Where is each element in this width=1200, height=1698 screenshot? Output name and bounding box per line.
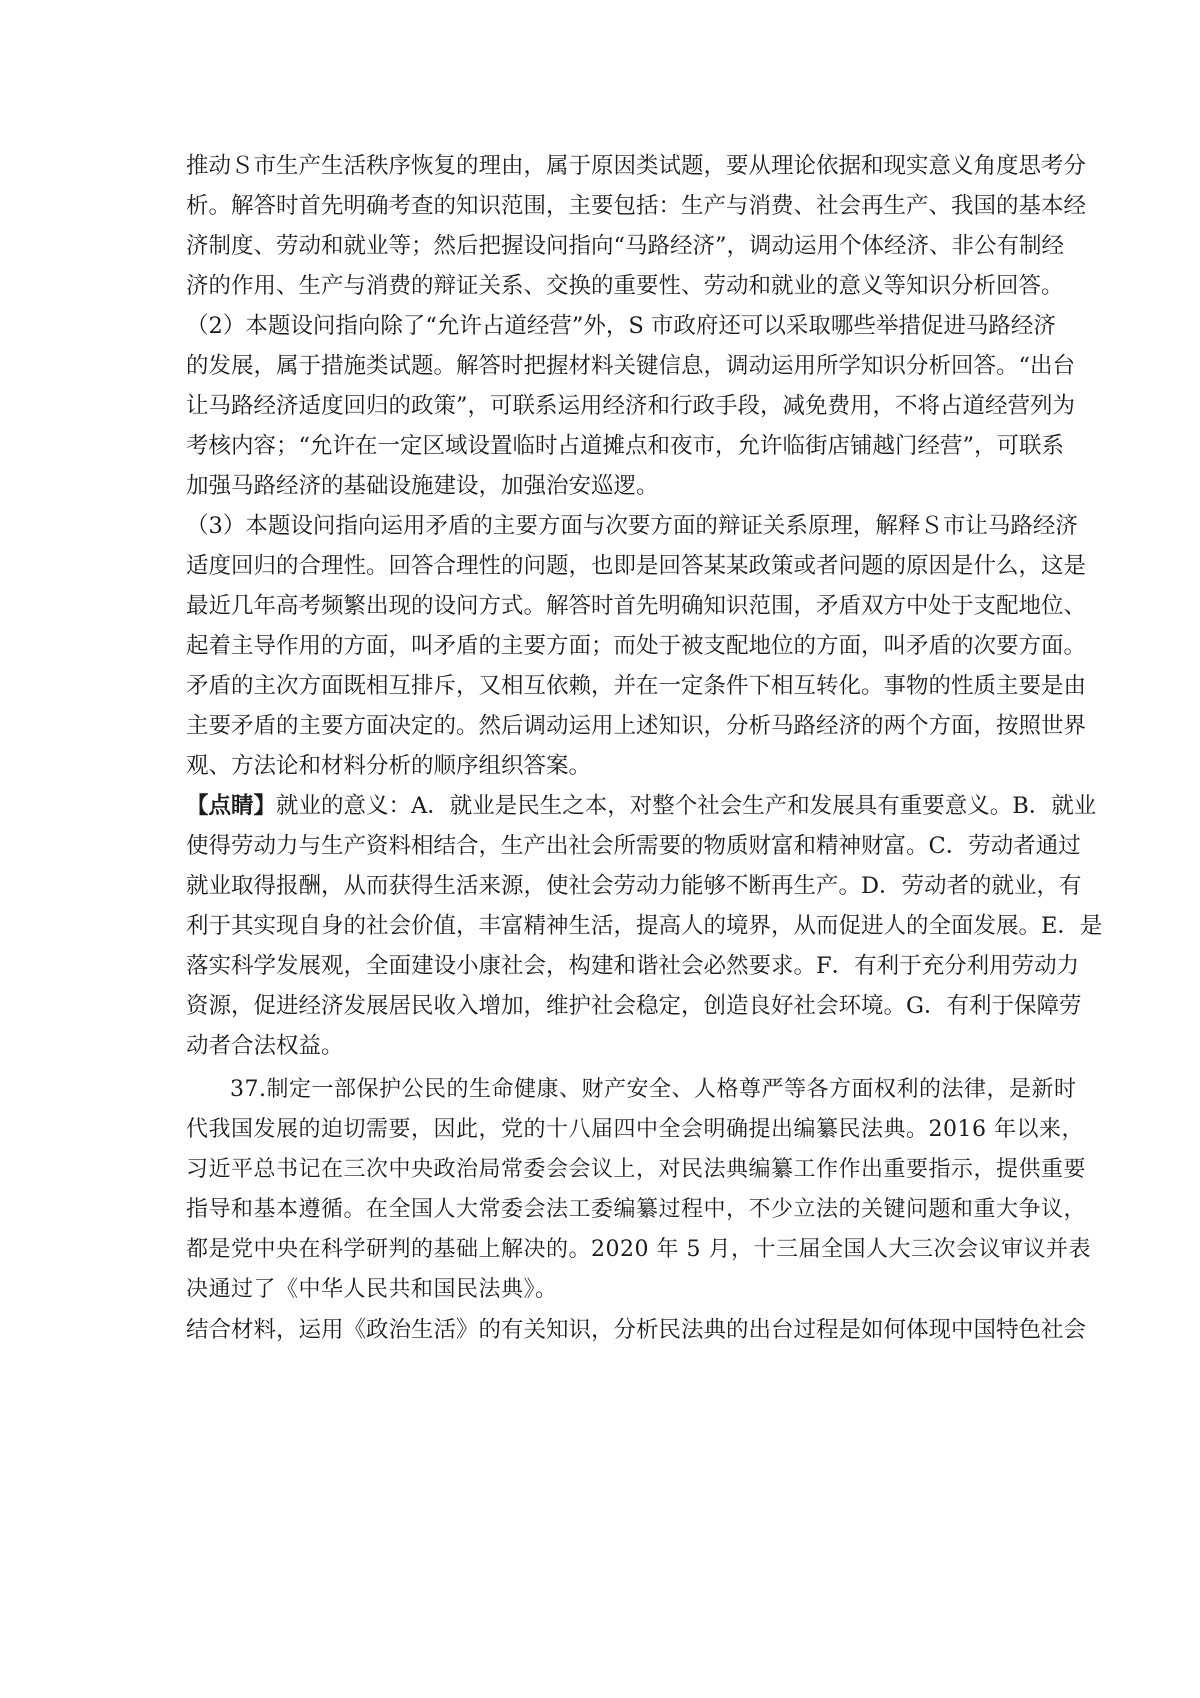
text-line: 落实科学发展观，全面建设小康社会，构建和谐社会必然要求。F．有利于充分利用劳动力 bbox=[186, 953, 1080, 979]
text-line: 考核内容；“允许在一定区域设置临时占道摊点和夜市，允许临街店铺越门经营”，可联系 bbox=[186, 433, 1065, 459]
text-line: 决通过了《中华人民共和国民法典》。 bbox=[186, 1277, 558, 1302]
text-line: 都是党中央在科学研判的基础上解决的。2020 年 5 月，十三届全国人大三次会议审议并表 bbox=[186, 1237, 1091, 1262]
text-line: 观、方法论和材料分析的顺序组织答案。 bbox=[186, 753, 592, 779]
analysis-part-1 bbox=[186, 146, 1087, 306]
dianjing-section bbox=[186, 786, 1103, 1066]
document-page bbox=[186, 146, 1103, 1350]
text-line: 起着主导作用的方面，叫矛盾的主要方面；而处于被支配地位的方面，叫矛盾的次要方面。 bbox=[186, 633, 1087, 659]
text-line: 动者合法权益。 bbox=[186, 1033, 344, 1059]
text-line: 的发展，属于措施类试题。解答时把握材料关键信息，调动运用所学知识分析回答。“出台 bbox=[186, 353, 1076, 379]
text-line: 加强马路经济的基础设施建设，加强治安巡逻。 bbox=[186, 473, 659, 499]
text-line: 济制度、劳动和就业等；然后把握设问指向“马路经济”，调动运用个体经济、非公有制经 bbox=[186, 233, 1065, 259]
text-line: 结合材料，运用《政治生活》的有关知识，分析民法典的出台过程是如何体现中国特色社会 bbox=[186, 1317, 1087, 1343]
text-line: 37.制定一部保护公民的生命健康、财产安全、人格尊严等各方面权利的法律，是新时 bbox=[230, 1077, 1077, 1102]
dianjing-label: 【点睛】 bbox=[186, 793, 277, 819]
text-line: 主要矛盾的主要方面决定的。然后调动运用上述知识，分析马路经济的两个方面，按照世界 bbox=[186, 713, 1087, 739]
text-line: 适度回归的合理性。回答合理性的问题，也即是回答某某政策或者问题的原因是什么，这是 bbox=[186, 553, 1087, 579]
text-line: 推动Ｓ市生产生活秩序恢复的理由，属于原因类试题，要从理论依据和现实意义角度思考分 bbox=[186, 153, 1087, 179]
text-line: 矛盾的主次方面既相互排斥，又相互依赖，并在一定条件下相互转化。事物的性质主要是由 bbox=[186, 673, 1087, 699]
text-line: 习近平总书记在三次中央政治局常委会会议上，对民法典编纂工作作出重要指示，提供重要 bbox=[186, 1157, 1087, 1182]
text-line: 资源，促进经济发展居民收入增加，维护社会稳定，创造良好社会环境。G．有利于保障劳 bbox=[186, 993, 1082, 1019]
text-line: 使得劳动力与生产资料相结合，生产出社会所需要的物质财富和精神财富。C．劳动者通过 bbox=[186, 833, 1081, 859]
question-37 bbox=[186, 1070, 1091, 1310]
text-line: （2）本题设问指向除了“允许占道经营”外，S 市政府还可以采取哪些举措促进马路经济 bbox=[186, 313, 1056, 339]
text-line: 析。解答时首先明确考查的知识范围，主要包括：生产与消费、社会再生产、我国的基本经 bbox=[186, 193, 1087, 219]
analysis-part-2 bbox=[186, 306, 1076, 506]
text-line: 代我国发展的迫切需要，因此，党的十八届四中全会明确提出编纂民法典。2016 年以来， bbox=[186, 1117, 1084, 1142]
text-line bbox=[186, 786, 1097, 826]
text-line: 让马路经济适度回归的政策”，可联系运用经济和行政手段，减免费用，不将占道经营列为 bbox=[186, 393, 1076, 419]
text-line: （3）本题设问指向运用矛盾的主要方面与次要方面的辩证关系原理，解释Ｓ市让马路经济 bbox=[186, 513, 1078, 539]
text-line: 最近几年高考频繁出现的设问方式。解答时首先明确知识范围，矛盾双方中处于支配地位、 bbox=[186, 593, 1087, 619]
text-line: 指导和基本遵循。在全国人大常委会法工委编纂过程中，不少立法的关键问题和重大争议， bbox=[186, 1197, 1087, 1222]
text-line: 利于其实现自身的社会价值，丰富精神生活，提高人的境界，从而促进人的全面发展。E．是 bbox=[186, 913, 1103, 939]
text-line: 济的作用、生产与消费的辩证关系、交换的重要性、劳动和就业的意义等知识分析回答。 bbox=[186, 273, 1064, 299]
analysis-part-3 bbox=[186, 506, 1087, 786]
text-line: 就业取得报酬，从而获得生活来源，使社会劳动力能够不断再生产。D．劳动者的就业，有 bbox=[186, 873, 1082, 899]
question-37-prompt bbox=[186, 1310, 1087, 1350]
dianjing-text: 就业的意义：A．就业是民生之本，对整个社会生产和发展具有重要意义。B．就业 bbox=[276, 793, 1097, 819]
